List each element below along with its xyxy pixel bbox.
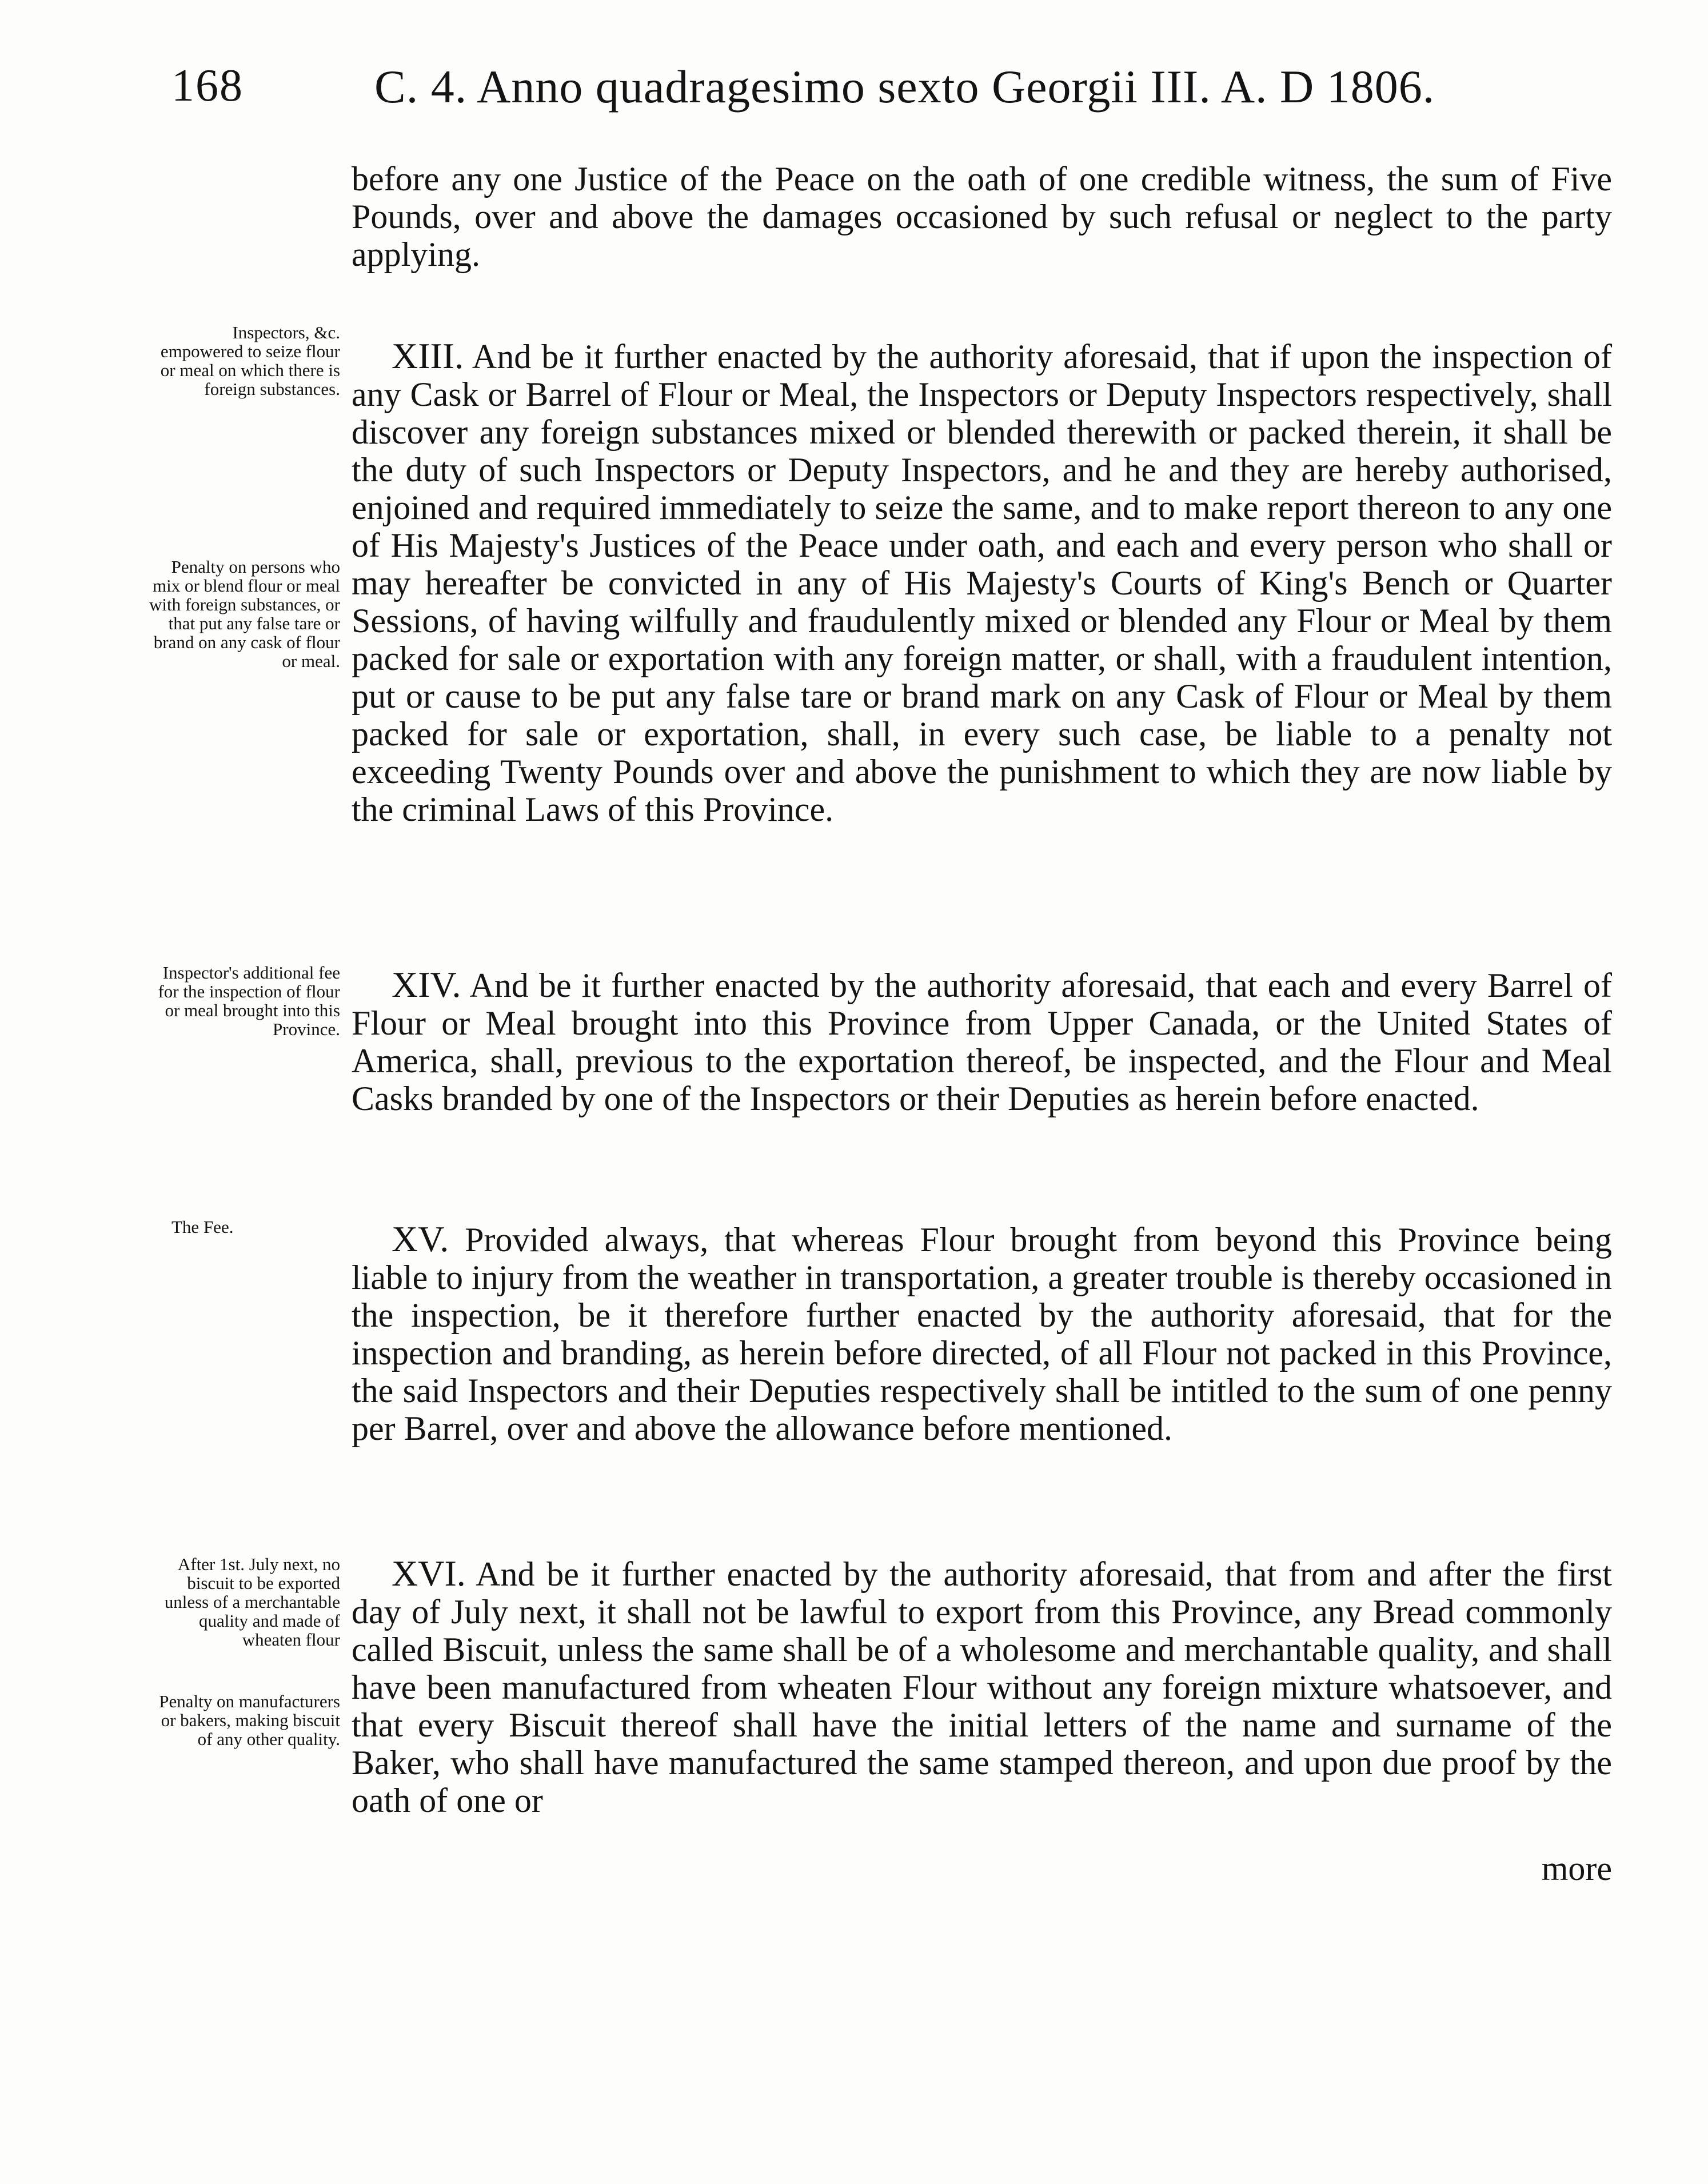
- section-text: And be it further enacted by the authority aforesaid, that each and every Barrel of Flour or Meal brought into this Province from Upper Canada, or the United States of America, shall, previous to the exportation thereof, be inspected, and the Flour and Meal Casks branded by one of the Inspectors or their Deputies as herein before enacted.: [352, 967, 1612, 1117]
- margin-note-text: Penalty on manufacturers or bakers, making biscuit of any other quality.: [159, 1691, 340, 1749]
- section-number: XVI.: [392, 1553, 466, 1594]
- margin-note-text: Inspectors, &c. empowered to seize flour or meal on which there is foreign substances.: [160, 322, 340, 399]
- section-number: XV.: [392, 1219, 449, 1259]
- section-xvi: [352, 1555, 1612, 1819]
- section-text: And be it further enacted by the authority aforesaid, that if upon the inspection of any Cask or Barrel of Flour or Meal, the Inspectors or Deputy Inspectors respectively, shall discover any foreign substances mixed or blended therewith or packed therein, it shall be the duty of such Inspectors or Deputy Inspectors, and he and they are hereby authorised, enjoined and required immediately to seize the same, and to make report thereon to any one of His Majesty's Justices of the Peace under oath, and each and every person who shall or may hereafter be convicted in any of His Majesty's Courts of King's Bench or Quarter Sessions, of having wilfully and fraudulently mixed or blended any Flour or Meal by them packed for sale or exportation with any foreign matter, or shall, with a fraudulent intention, put or cause to be put any false tare or brand mark on any Cask of Flour or Meal by them packed for sale or exportation, shall, in every such case, be liable to a penalty not exceeding Twenty Pounds over and above the punishment to which they are now liable by the criminal Laws of this Province.: [352, 338, 1612, 828]
- margin-note-biscuit: [146, 1555, 340, 1649]
- section-text: And be it further enacted by the authority aforesaid, that from and after the first day of July next, it shall not be lawful to export from this Province, any Bread commonly called Biscuit, unless the same shall be of a wholesome and merchantable quality, and shall have been manufactured from wheaten Flour without any foreign mixture whatsoever, and that every Biscuit thereof shall have the initial letters of the name and surname of the Baker, who shall have manufactured the same stamped thereon, and upon due proof by the oath of one or: [352, 1555, 1612, 1819]
- section-paragraph: [352, 1555, 1612, 1819]
- running-title: C. 4. Anno quadragesimo sexto Georgii III. A. D 1806.: [374, 61, 1435, 113]
- margin-note-penalty-bakers: [146, 1692, 340, 1748]
- section-paragraph: [352, 966, 1612, 1117]
- margin-note-penalty-mix: [146, 557, 340, 670]
- margin-note-text: The Fee.: [171, 1217, 234, 1237]
- margin-note-text: Inspector's additional fee for the inspection of flour or meal brought into this Province.: [158, 963, 340, 1039]
- section-paragraph: [352, 337, 1612, 828]
- catchword: more: [1541, 1850, 1612, 1887]
- continuation-paragraph: [352, 160, 1612, 273]
- section-xiv: [352, 966, 1612, 1117]
- continuation-text: before any one Justice of the Peace on the oath of one credible witness, the sum of Five Pounds, over and above the damages occasioned by such refusal or neglect to the party applying.: [352, 160, 1612, 273]
- margin-note-inspectors-seize: [146, 323, 340, 398]
- section-number: XIV.: [392, 964, 461, 1005]
- section-number: XIII.: [392, 336, 464, 376]
- page-header: [171, 60, 1635, 140]
- section-xiii: [352, 337, 1612, 828]
- margin-note-additional-fee: [146, 963, 340, 1039]
- margin-note-text: Penalty on persons who mix or blend flour or meal with foreign substances, or that put any false tare or brand on any cask of flour or meal.: [149, 557, 340, 671]
- section-xv: [352, 1220, 1612, 1447]
- section-paragraph: [352, 1220, 1612, 1447]
- margin-note-the-fee: [171, 1217, 366, 1236]
- section-text: Provided always, that whereas Flour brought from beyond this Province being liable to injury from the weather in transportation, a greater trouble is thereby occasioned in the inspection, be it therefore further enacted by the authority aforesaid, that for the inspection and branding, as herein before directed, of all Flour not packed in this Province, the said Inspectors and their Deputies respectively shall be intitled to the sum of one penny per Barrel, over and above the allowance before mentioned.: [352, 1221, 1613, 1447]
- margin-note-text: After 1st. July next, no biscuit to be exported unless of a merchantable quality and made of wheaten flour: [164, 1554, 340, 1650]
- page-number: 168: [171, 61, 244, 111]
